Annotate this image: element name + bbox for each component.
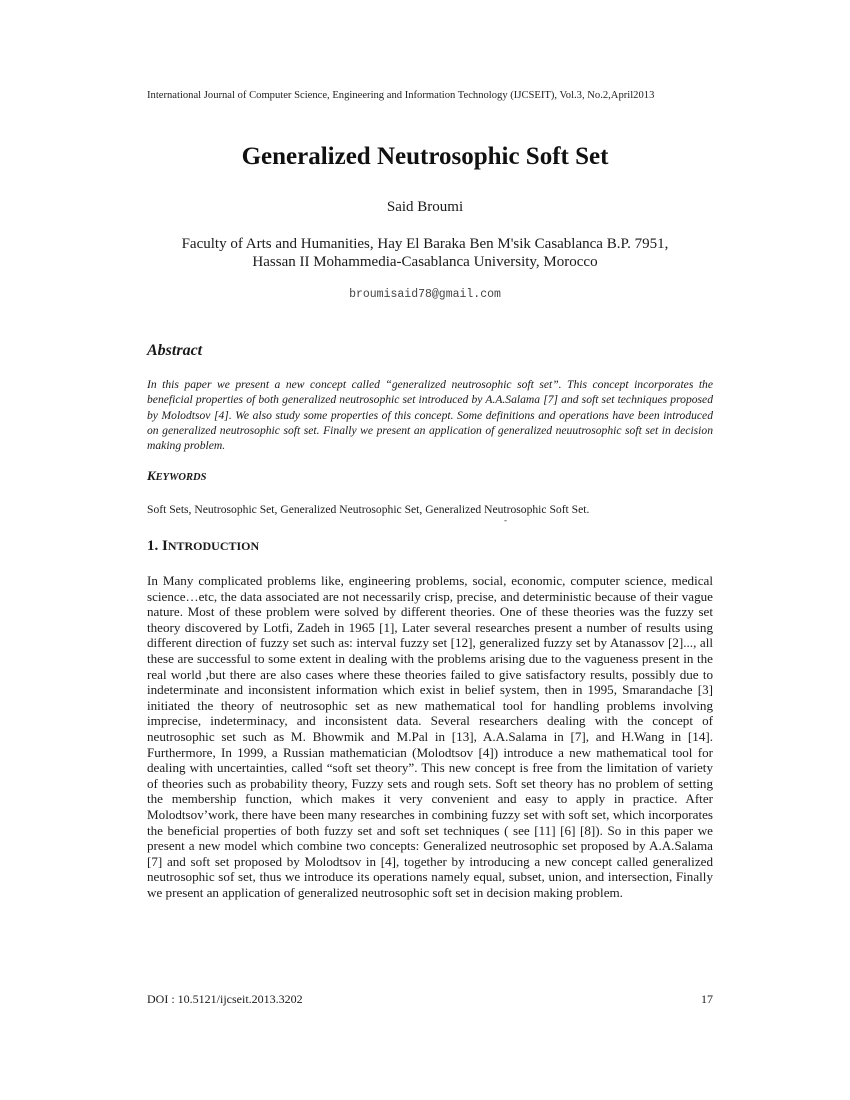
introduction-heading-number: 1. I [147,538,168,554]
footer-doi: DOI : 10.5121/ijcseit.2013.3202 [147,992,303,1006]
keywords-heading-rest: EYWORDS [155,472,207,483]
affiliation-line-1: Faculty of Arts and Humanities, Hay El Baraka Ben M'sik Casablanca B.P. 7951, [181,236,669,252]
keywords-heading [147,468,206,484]
abstract-text: In this paper we present a new concept called “generalized neutrosophic soft set”. This concept incorporates the beneficial properties of both generalized neutrosophic set introduced by A.A.Salama [7] and soft set techniques proposed by Molodtsov [4]. We also study some properties of this concept. Some definitions and operations have been introduced on generalized neutrosophic soft set. Finally we present an application of generalized neuutrosophic soft set in decision making problem. [147,378,713,453]
introduction-heading [147,538,259,555]
author-affiliation [0,235,850,271]
page-number: 17 [701,992,713,1006]
abstract-heading: Abstract [147,342,203,359]
running-header: International Journal of Computer Science, Engineering and Information Technology (IJCSEIT), Vol.3, No.2,April2013 [147,90,655,101]
author-email: broumisaid78@gmail.com [349,288,501,301]
affiliation-line-2: Hassan II Mohammedia-Casablanca University, Morocco [252,254,598,270]
paper-title: Generalized Neutrosophic Soft Set [241,143,609,170]
keywords-heading-initial: K [147,468,156,483]
keywords-text: Soft Sets, Neutrosophic Set, Generalized Neutrosophic Set, Generalized Neutrosophic Soft Set. [147,503,590,516]
stray-mark: - [504,515,507,525]
introduction-heading-rest: NTRODUCTION [167,539,260,553]
author-name: Said Broumi [386,199,464,215]
introduction-text: In Many complicated problems like, engineering problems, social, economic, computer science, medical science…etc, the data associated are not necessarily crisp, precise, and deterministic because of their vague nature. Most of these problem were solved by different theories. One of these theories was the fuzzy set theory discovered by Lotfi, Zadeh in 1965 [1], Later several researches present a number of results using different direction of fuzzy set such as: interval fuzzy set [12], generalized fuzzy set by Atanassov [2]..., all these are successful to some extent in dealing with the problems arising due to the vagueness present in the real world ,but there are also cases where these theories failed to give satisfactory results, possibly due to indeterminate and inconsistent information which exist in belief system, then in 1995, Smarandache [3] initiated the theory of neutrosophic set as new mathematical tool for handling problems involving imprecise, indeterminacy, and inconsistent data. Several researchers dealing with the concept of neutrosophic set such as M. Bhowmik and M.Pal in [13], A.A.Salama in [7], and H.Wang in [14]. Furthermore, In 1999, a Russian mathematician (Molodtsov [4]) introduce a new mathematical tool for dealing with uncertainties, called “soft set theory”. This new concept is free from the limitation of variety of theories such as probability theory, Fuzzy sets and rough sets. Soft set theory has no problem of setting the membership function, which makes it very convenient and easy to apply in practice. After Molodtsov’work, there have been many researches in combining fuzzy set with soft set, which incorporates the beneficial properties of both fuzzy set and soft set techniques ( see [11] [6] [8]). So in this paper we present a new model which combine two concepts: Generalized neutrosophic set proposed by A.A.Salama [7] and soft set proposed by Molodtsov in [4], together by introducing a new concept called generalized neutrosophic sof set, thus we introduce its operations namely equal, subset, union, and intersection, Finally we present an application of generalized neutrosophic soft set in decision making problem. [147,573,713,900]
